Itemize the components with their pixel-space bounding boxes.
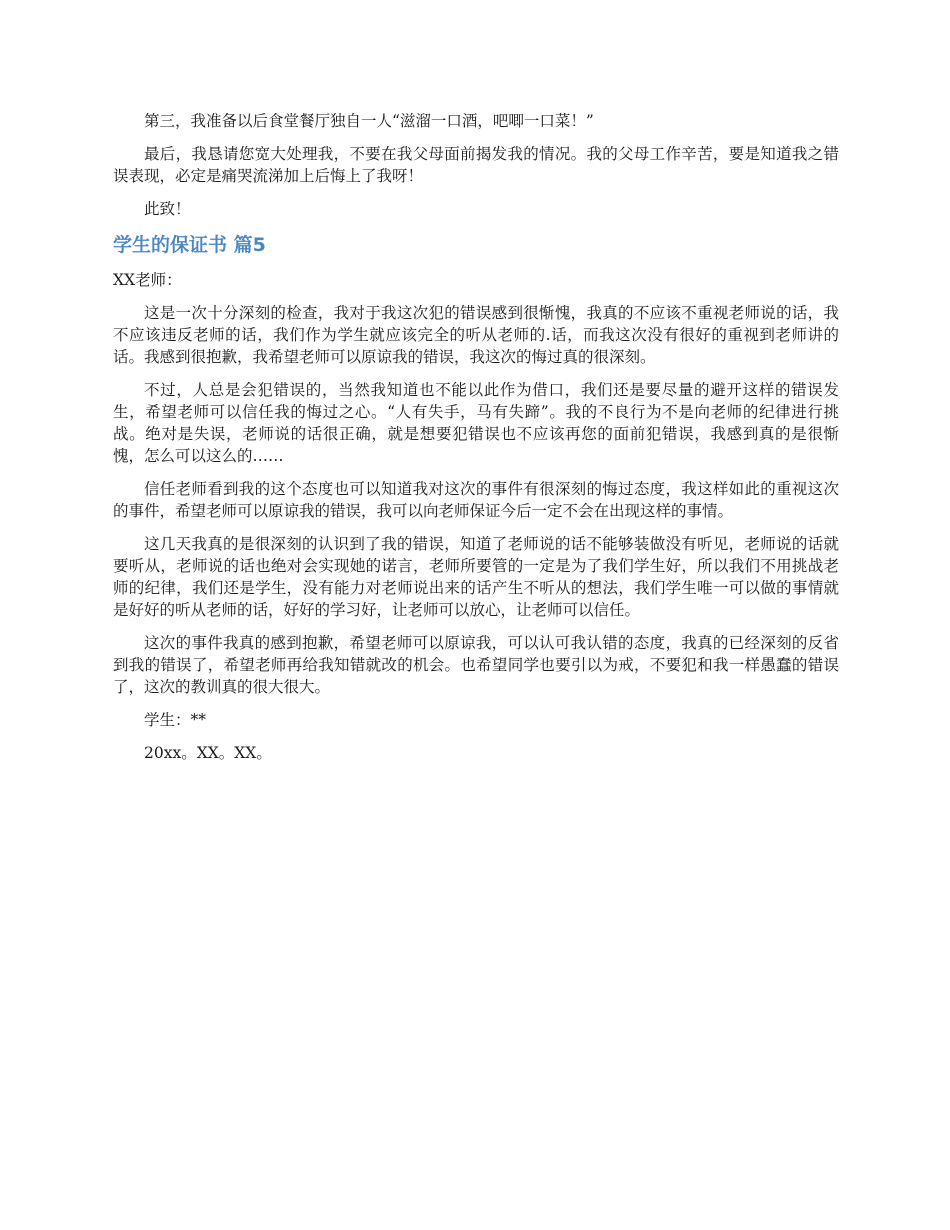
paragraph-final-request: 最后，我恳请您宽大处理我，不要在我父母面前揭发我的情况。我的父母工作辛苦，要是知道我之错误表现，必定是痛哭流涕加上后悔上了我呀！ [113,145,839,185]
paragraph-closing: 此致！ [144,200,191,218]
signature-line: 学生：** [144,711,207,729]
section-heading: 学生的保证书 篇5 [113,234,266,256]
date-line: 20xx。XX。XX。 [144,744,272,762]
paragraph-body-3: 信任老师看到我的这个态度也可以知道我对这次的事件有很深刻的悔过态度，我这样如此的重视这次的事件，希望老师可以原谅我的错误，我可以向老师保证今后一定不会在出现这样的事情。 [113,480,839,520]
paragraph-body-4: 这几天我真的是很深刻的认识到了我的错误，知道了老师说的话不能够装做没有听见，老师说的话就要听从，老师说的话也绝对会实现她的诺言，老师所要管的一定是为了我们学生好，所以我们不用挑战老师的纪律，我们还是学生，没有能力对老师说出来的话产生不听从的想法，我们学生唯一可以做的事情就是好好的听从老师的话，好好的学习好，让老师可以放心，让老师可以信任。 [113,535,839,619]
document-body [113,110,839,775]
paragraph-body-2: 不过，人总是会犯错误的，当然我知道也不能以此作为借口，我们还是要尽量的避开这样的错误发生，希望老师可以信任我的悔过之心。“人有失手，马有失蹄”。我的不良行为不是向老师的纪律进行挑战。绝对是失误，老师说的话很正确，就是想要犯错误也不应该再您的面前犯错误，我感到真的是很惭愧，怎么可以这么的…… [113,381,839,465]
paragraph-body-1: 这是一次十分深刻的检查，我对于我这次犯的错误感到很惭愧，我真的不应该不重视老师说的话，我不应该违反老师的话，我们作为学生就应该完全的听从老师的.话，而我这次没有很好的重视到老师讲的话。我感到很抱歉，我希望老师可以原谅我的错误，我这次的悔过真的很深刻。 [113,304,839,366]
salutation: XX老师： [113,271,182,289]
paragraph-body-5: 这次的事件我真的感到抱歉，希望老师可以原谅我，可以认可我认错的态度，我真的已经深刻的反省到我的错误了，希望老师再给我知错就改的机会。也希望同学也要引以为戒，不要犯和我一样愚蠢的错误了，这次的教训真的很大很大。 [113,634,839,696]
paragraph-third-point: 第三，我准备以后食堂餐厅独自一人“滋溜一口酒，吧唧一口菜！” [144,112,594,130]
